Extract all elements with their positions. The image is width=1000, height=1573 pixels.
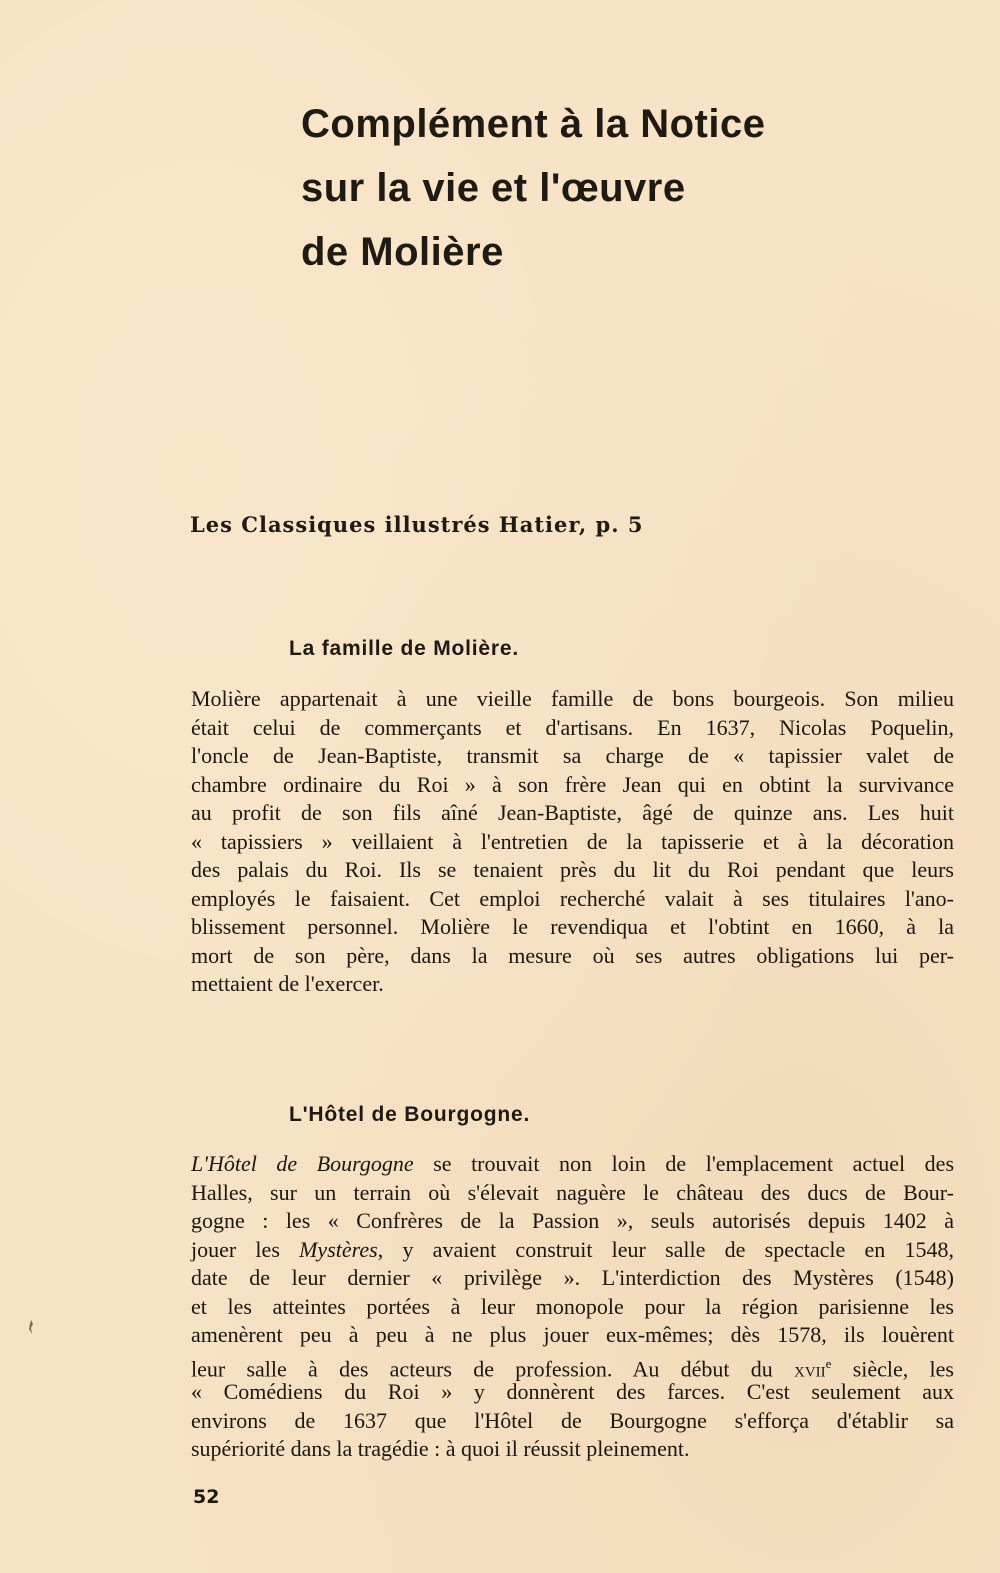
text-line: des palais du Roi. Ils se tenaient près du lit du Roi pendant que leurs [191,857,954,882]
text-line: date de leur dernier « privilège ». L'interdiction des Mystères (1548) [191,1265,954,1290]
section-heading-hotel: L'Hôtel de Bourgogne. [289,1103,531,1126]
text-line: jouer les Mystères, y avaient construit leur salle de spectacle en 1548, [191,1236,954,1262]
superscript: e [825,1355,832,1371]
text-line: était celui de commerçants et d'artisans. En 1637, Nicolas Poquelin, [191,714,954,740]
italic-term: Mystères [299,1236,378,1262]
text-line: Molière appartenait à une vieille famille de bons bourgeois. Son milieu [191,686,954,711]
text-line: employés le faisaient. Cet emploi recherché valait à ses titulaires l'ano- [191,885,954,911]
text-line: L'Hôtel de Bourgogne se trouvait non loin de l'emplacement actuel des [191,1151,955,1176]
page-number: 52 [193,1486,220,1508]
text-line: « tapissiers » veillaient à l'entretien de la tapisserie et à la décoration [191,828,954,854]
text-line: chambre ordinaire du Roi » à son frère Jean qui en obtint la survivance [191,771,954,797]
section-heading-famille: La famille de Molière. [289,637,519,660]
text-line: environs de 1637 que l'Hôtel de Bourgogne s'efforça d'établir sa [191,1407,954,1433]
text-line: Halles, sur un terrain où s'élevait naguère le château des ducs de Bour- [191,1179,954,1205]
text-line: au profit de son fils aîné Jean-Baptiste, âgé de quinze ans. Les huit [191,800,954,825]
paper-speck [28,1320,34,1334]
paragraph-hotel [191,1150,954,1464]
title-line: de Molière [301,230,504,274]
paragraph-famille [191,685,954,999]
text-line: « Comédiens du Roi » y donnèrent des farces. C'est seulement aux [191,1379,954,1404]
source-reference: Les Classiques illustrés Hatier, p. 5 [190,512,644,537]
text-line: mettaient de l'exercer. [191,971,384,996]
text-line: blissement personnel. Molière le revendiqua et l'obtint en 1660, à la [191,914,954,939]
text-line: et les atteintes portées à leur monopole pour la région parisienne les [191,1293,954,1319]
text-line: amenèrent peu à peu à ne plus jouer eux-mêmes; dès 1578, ils louèrent [191,1322,954,1347]
text-line: l'oncle de Jean-Baptiste, transmit sa charge de « tapissier valet de [191,743,954,768]
page-title [301,92,941,284]
text-line: supériorité dans la tragédie : à quoi il réussit pleinement. [191,1436,690,1461]
italic-title: L'Hôtel de Bourgogne [191,1151,414,1176]
title-line: Complément à la Notice [301,102,766,146]
century-numeral: xvii [794,1355,826,1381]
text-line: gogne : les « Confrères de la Passion », seuls autorisés depuis 1402 à [191,1208,954,1233]
text-line: leur salle à des acteurs de profession. Au début du xvii$^e$ siècle, les [191,1355,954,1381]
text-line: mort de son père, dans la mesure où ses autres obligations lui per- [191,942,954,968]
title-line: sur la vie et l'œuvre [301,166,686,210]
